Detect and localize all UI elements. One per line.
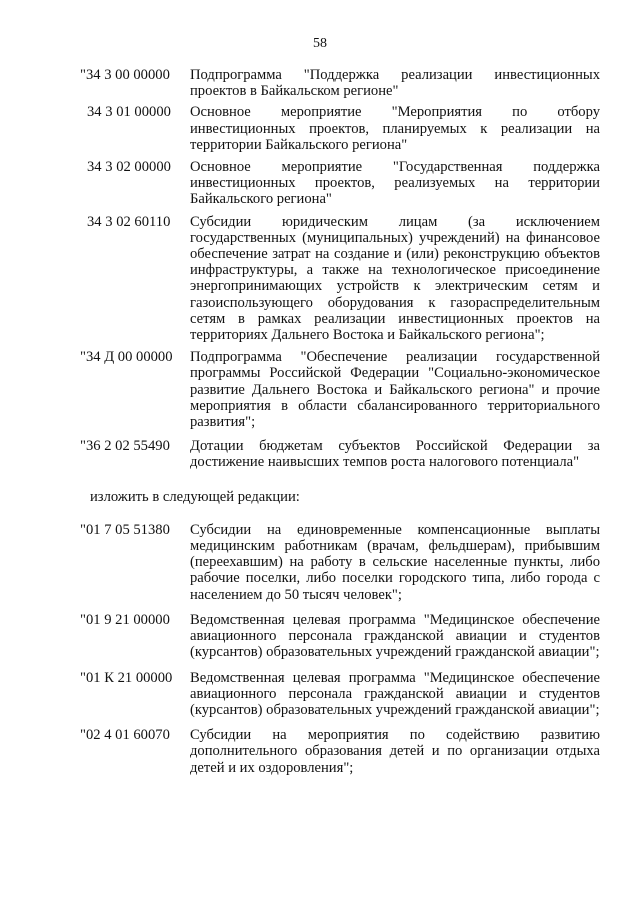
entry-code: "34 Д 00 00000 [80,349,173,366]
entry-code: "34 3 00 00000 [80,67,170,83]
entry-text: Субсидии на единовременные компенсационные выплаты медицинским работникам (врачам, фельдшерам), прибывшим (переехавшим) на работу в сельские населенные пункты, либо рабочие поселки, либо поселки городского типа, либо города с населением до 50 тысяч человек"; [190,521,600,603]
page-number: 58 [313,36,327,51]
entry-text: Основное мероприятие "Мероприятия по отбору инвестиционных проектов, планируемых к реализации на территории Байкальского региона" [190,104,600,153]
entry-01-k-21 [80,670,600,719]
entry-34-3-01 [80,104,600,153]
entry-code: "01 К 21 00000 [80,669,173,686]
entry-34-3-00 [80,67,600,99]
entry-text: Дотации бюджетам субъектов Российской Федерации за достижение наивысших темпов роста налогового потенциала" [190,438,600,471]
entry-36-2-02 [80,438,600,470]
entry-34-3-02 [80,159,600,208]
entry-code: 34 3 02 60110 [87,213,171,230]
entry-02-4-01 [80,727,600,776]
entry-34-d-00 [80,349,600,430]
entry-text: Подпрограмма "Обеспечение реализации государственной программы Российской Федерации "Социально-экономическое развитие Дальнего Востока и Байкальского региона" и прочие мероприятия в области сбалансированного территориального развития"; [190,349,600,431]
entry-code: 34 3 02 00000 [87,159,171,176]
entry-code: 34 3 01 00000 [87,104,171,121]
entry-text: Основное мероприятие "Государственная поддержка инвестиционных проектов, реализуемых на территории Байкальского региона" [190,159,600,208]
entry-01-9-21 [80,612,600,661]
entry-text: Ведомственная целевая программа "Медицинское обеспечение авиационного персонала гражданской авиации и студентов (курсантов) образовательных учреждений гражданской авиации"; [190,611,600,661]
document-body [80,67,600,776]
entry-01-7-05 [80,522,600,603]
entry-text: Субсидии юридическим лицам (за исключением государственных (муниципальных) учреждений) на финансовое обеспечение затрат на создание и (или) реконструкцию объектов инфраструктуры, а также на технологическое присоединение энергопринимающих устройств к электрическим сетям и газоиспользующего оборудования к газораспределительным сетям в рамках реализации инвестиционных проектов на территориях Дальнего Востока и Байкальского региона"; [190,213,600,344]
entry-34-3-02-60110 [80,214,600,344]
intro-text: изложить в следующей редакции: [90,488,300,505]
entry-text: Субсидии на мероприятия по содействию развитию дополнительного образования детей и по организации отдыха детей и их оздоровления"; [190,727,600,776]
entry-code: "01 7 05 51380 [80,521,170,538]
entry-code: "36 2 02 55490 [80,438,170,455]
entry-code: "02 4 01 60070 [80,727,170,744]
entry-text: Ведомственная целевая программа "Медицинское обеспечение авиационного персонала гражданской авиации и студентов (курсантов) образовательных учреждений гражданской авиации"; [190,669,600,718]
entry-code: "01 9 21 00000 [80,611,170,628]
entry-text: Подпрограмма "Поддержка реализации инвестиционных проектов в Байкальском регионе" [190,67,600,100]
